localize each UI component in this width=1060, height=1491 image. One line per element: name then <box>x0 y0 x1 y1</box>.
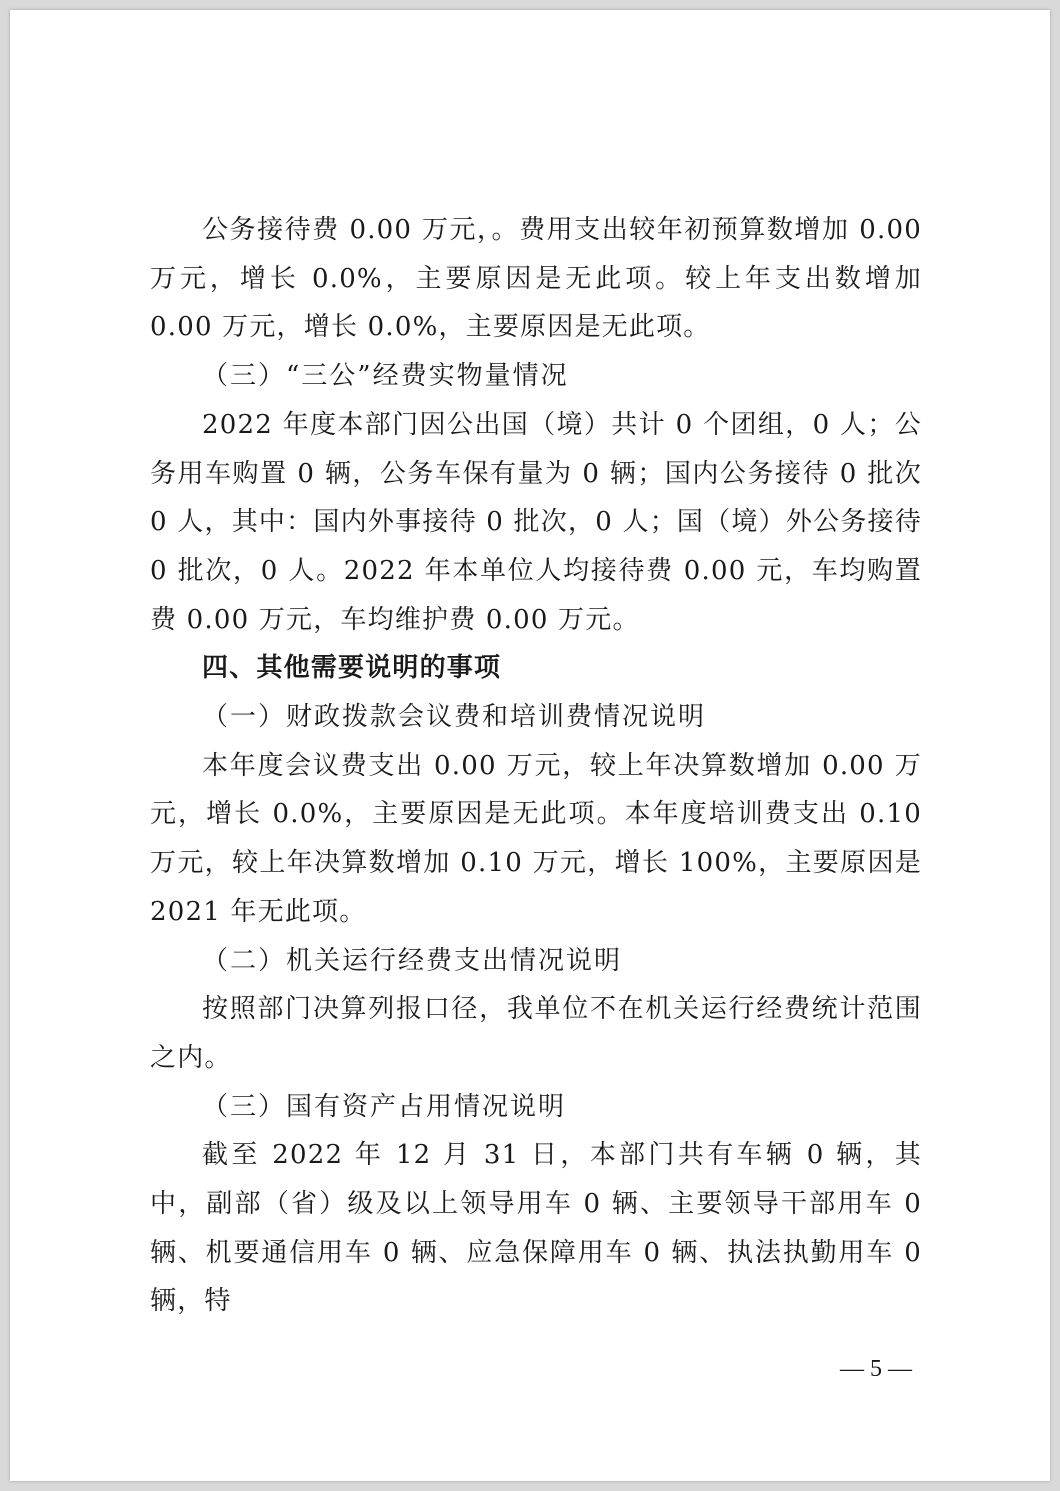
subheading-meeting-training: （一）财政拨款会议费和培训费情况说明 <box>202 702 707 733</box>
document-page <box>10 10 1050 1481</box>
section-heading-other-matters: 四、其他需要说明的事项 <box>202 653 502 684</box>
subheading-agency-operation: （二）机关运行经费支出情况说明 <box>202 945 623 976</box>
subheading-three-public-physical: （三）“三公”经费实物量情况 <box>202 361 569 392</box>
subheading-state-assets: （三）国有资产占用情况说明 <box>202 1091 567 1122</box>
paragraph-state-assets: 截至 2022 年 12 月 31 日，本部门共有车辆 0 辆，其中，副部（省）级及以上领导用车 0 辆、主要领导干部用车 0 辆、机要通信用车 0 辆、应急保障用车 0 辆、执法执勤用车 0 辆，特 <box>150 1140 922 1317</box>
paragraph-agency-operation: 按照部门决算列报口径，我单位不在机关运行经费统计范围之内。 <box>150 994 922 1073</box>
paragraph-reception-expense: 公务接待费 0.00 万元，。费用支出较年初预算数增加 0.00 万元，增长 0.0%，主要原因是无此项。较上年支出数增加 0.00 万元，增长 0.0%，主要原因是无此项。 <box>150 215 922 343</box>
page-number: — 5 — <box>840 1356 912 1382</box>
page-body <box>150 206 922 1326</box>
paragraph-meeting-training: 本年度会议费支出 0.00 万元，较上年决算数增加 0.00 万元，增长 0.0%，主要原因是无此项。本年度培训费支出 0.10 万元，较上年决算数增加 0.10 万元，增长 100%，主要原因是 2021 年无此项。 <box>150 750 922 927</box>
paragraph-physical-quantity: 2022 年度本部门因公出国（境）共计 0 个团组，0 人；公务用车购置 0 辆，公务车保有量为 0 辆；国内公务接待 0 批次 0 人，其中：国内外事接待 0 批次，0 人；国（境）外公务接待 0 批次，0 人。2022 年本单位人均接待费 0.00 元，车均购置费 0.00 万元，车均维护费 0.00 万元。 <box>150 409 922 635</box>
